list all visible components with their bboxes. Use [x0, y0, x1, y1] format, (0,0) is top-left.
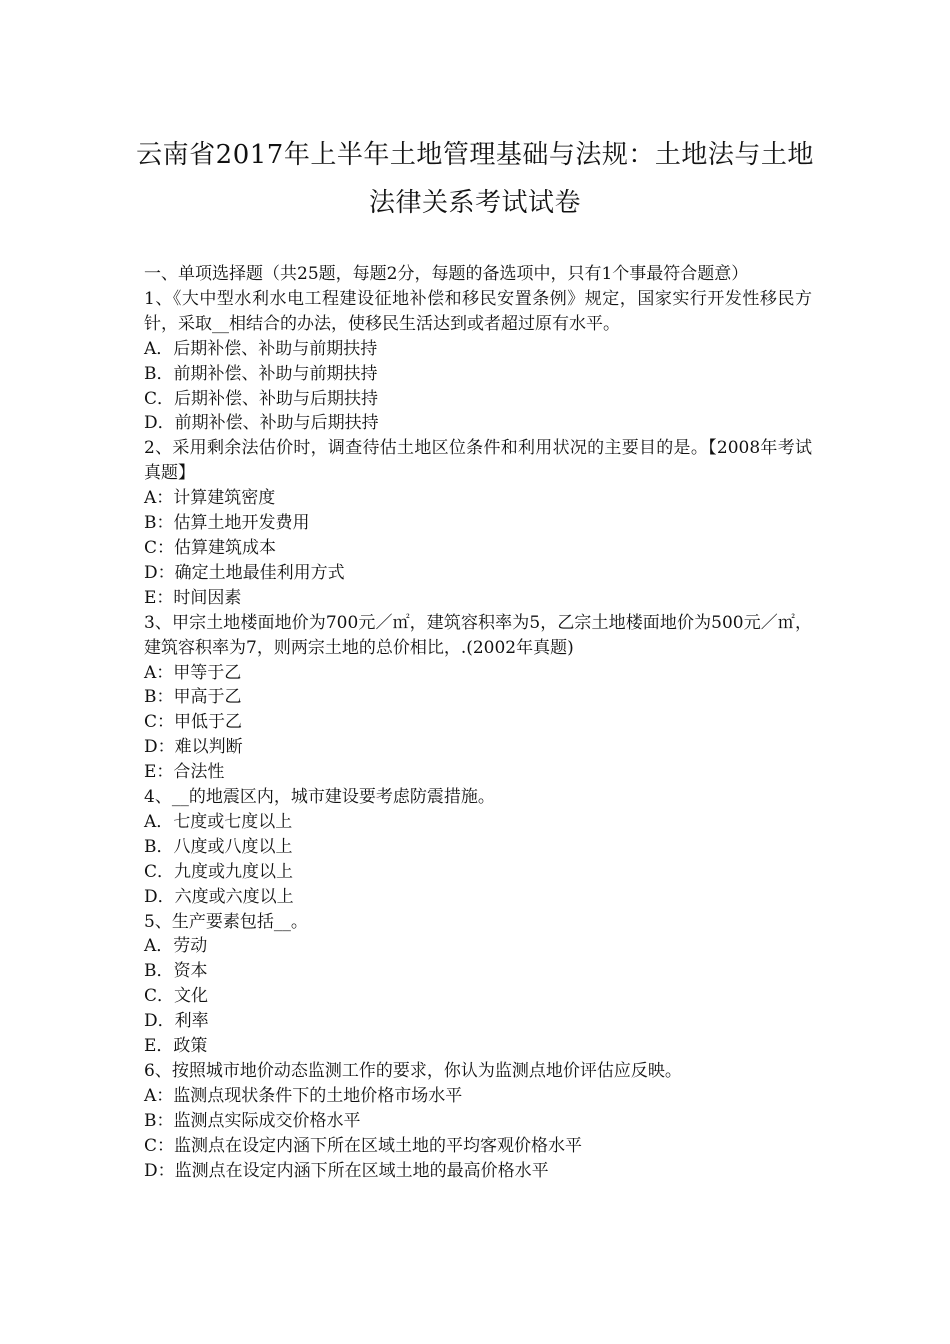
question-4 — [144, 785, 812, 910]
question-stem: 5、生产要素包括__。 — [144, 911, 308, 932]
answer-option: D．利率 — [144, 1011, 209, 1032]
answer-option: B：估算土地开发费用 — [144, 513, 310, 534]
document-title-line-1: 云南省2017年上半年土地管理基础与法规：土地法与土地 — [136, 140, 814, 170]
question-stem: 3、甲宗土地楼面地价为700元／㎡，建筑容积率为5，乙宗土地楼面地价为500元／㎡，建筑容积率为7，则两宗土地的总价相比，.(2002年真题) — [144, 612, 812, 658]
question-3 — [144, 611, 812, 785]
answer-option: A：计算建筑密度 — [144, 488, 276, 509]
answer-option: C：甲低于乙 — [144, 712, 243, 733]
answer-option: D：难以判断 — [144, 737, 243, 758]
question-5 — [144, 910, 812, 1059]
answer-option: E：合法性 — [144, 762, 225, 783]
answer-option: D：监测点在设定内涵下所在区域土地的最高价格水平 — [144, 1160, 549, 1181]
question-2 — [144, 436, 812, 610]
question-stem: 6、按照城市地价动态监测工作的要求，你认为监测点地价评估应反映。 — [144, 1061, 682, 1081]
question-stem: 2、采用剩余法估价时，调查待估土地区位条件和利用状况的主要目的是。【2008年考试真题】 — [144, 438, 812, 484]
answer-option: A．后期补偿、补助与前期扶持 — [144, 338, 378, 359]
answer-option: C．后期补偿、补助与后期扶持 — [144, 388, 379, 409]
question-stem: 1、《大中型水利水电工程建设征地补偿和移民安置条例》规定，国家实行开发性移民方针，采取__相结合的办法，使移民生活达到或者超过原有水平。 — [144, 288, 812, 334]
question-stem: 4、__的地震区内，城市建设要考虑防震措施。 — [144, 787, 495, 808]
answer-option: C：估算建筑成本 — [144, 537, 277, 558]
answer-option: A．劳动 — [144, 936, 208, 957]
answer-option: C．九度或九度以上 — [144, 861, 294, 882]
document-body — [144, 262, 812, 1184]
answer-option: B．前期补偿、补助与前期扶持 — [144, 363, 378, 384]
answer-option: A：监测点现状条件下的土地价格市场水平 — [144, 1085, 463, 1106]
answer-option: B．八度或八度以上 — [144, 836, 293, 857]
document-title-line-2: 法律关系考试试卷 — [368, 188, 581, 218]
question-6 — [144, 1059, 812, 1184]
answer-option: B：监测点实际成交价格水平 — [144, 1110, 361, 1131]
answer-option: B．资本 — [144, 961, 208, 982]
answer-option: B：甲高于乙 — [144, 687, 242, 708]
answer-option: C：监测点在设定内涵下所在区域土地的平均客观价格水平 — [144, 1135, 583, 1156]
answer-option: D．六度或六度以上 — [144, 886, 294, 907]
answer-option: A：甲等于乙 — [144, 662, 242, 683]
answer-option: E．政策 — [144, 1036, 208, 1057]
answer-option: C．文化 — [144, 986, 209, 1007]
answer-option: A．七度或七度以上 — [144, 811, 293, 832]
question-1 — [144, 287, 812, 436]
answer-option: D．前期补偿、补助与后期扶持 — [144, 413, 379, 434]
answer-option: E：时间因素 — [144, 587, 242, 608]
section-heading: 一、单项选择题（共25题，每题2分，每题的备选项中，只有1个事最符合题意） — [144, 264, 749, 284]
answer-option: D：确定土地最佳利用方式 — [144, 562, 345, 583]
